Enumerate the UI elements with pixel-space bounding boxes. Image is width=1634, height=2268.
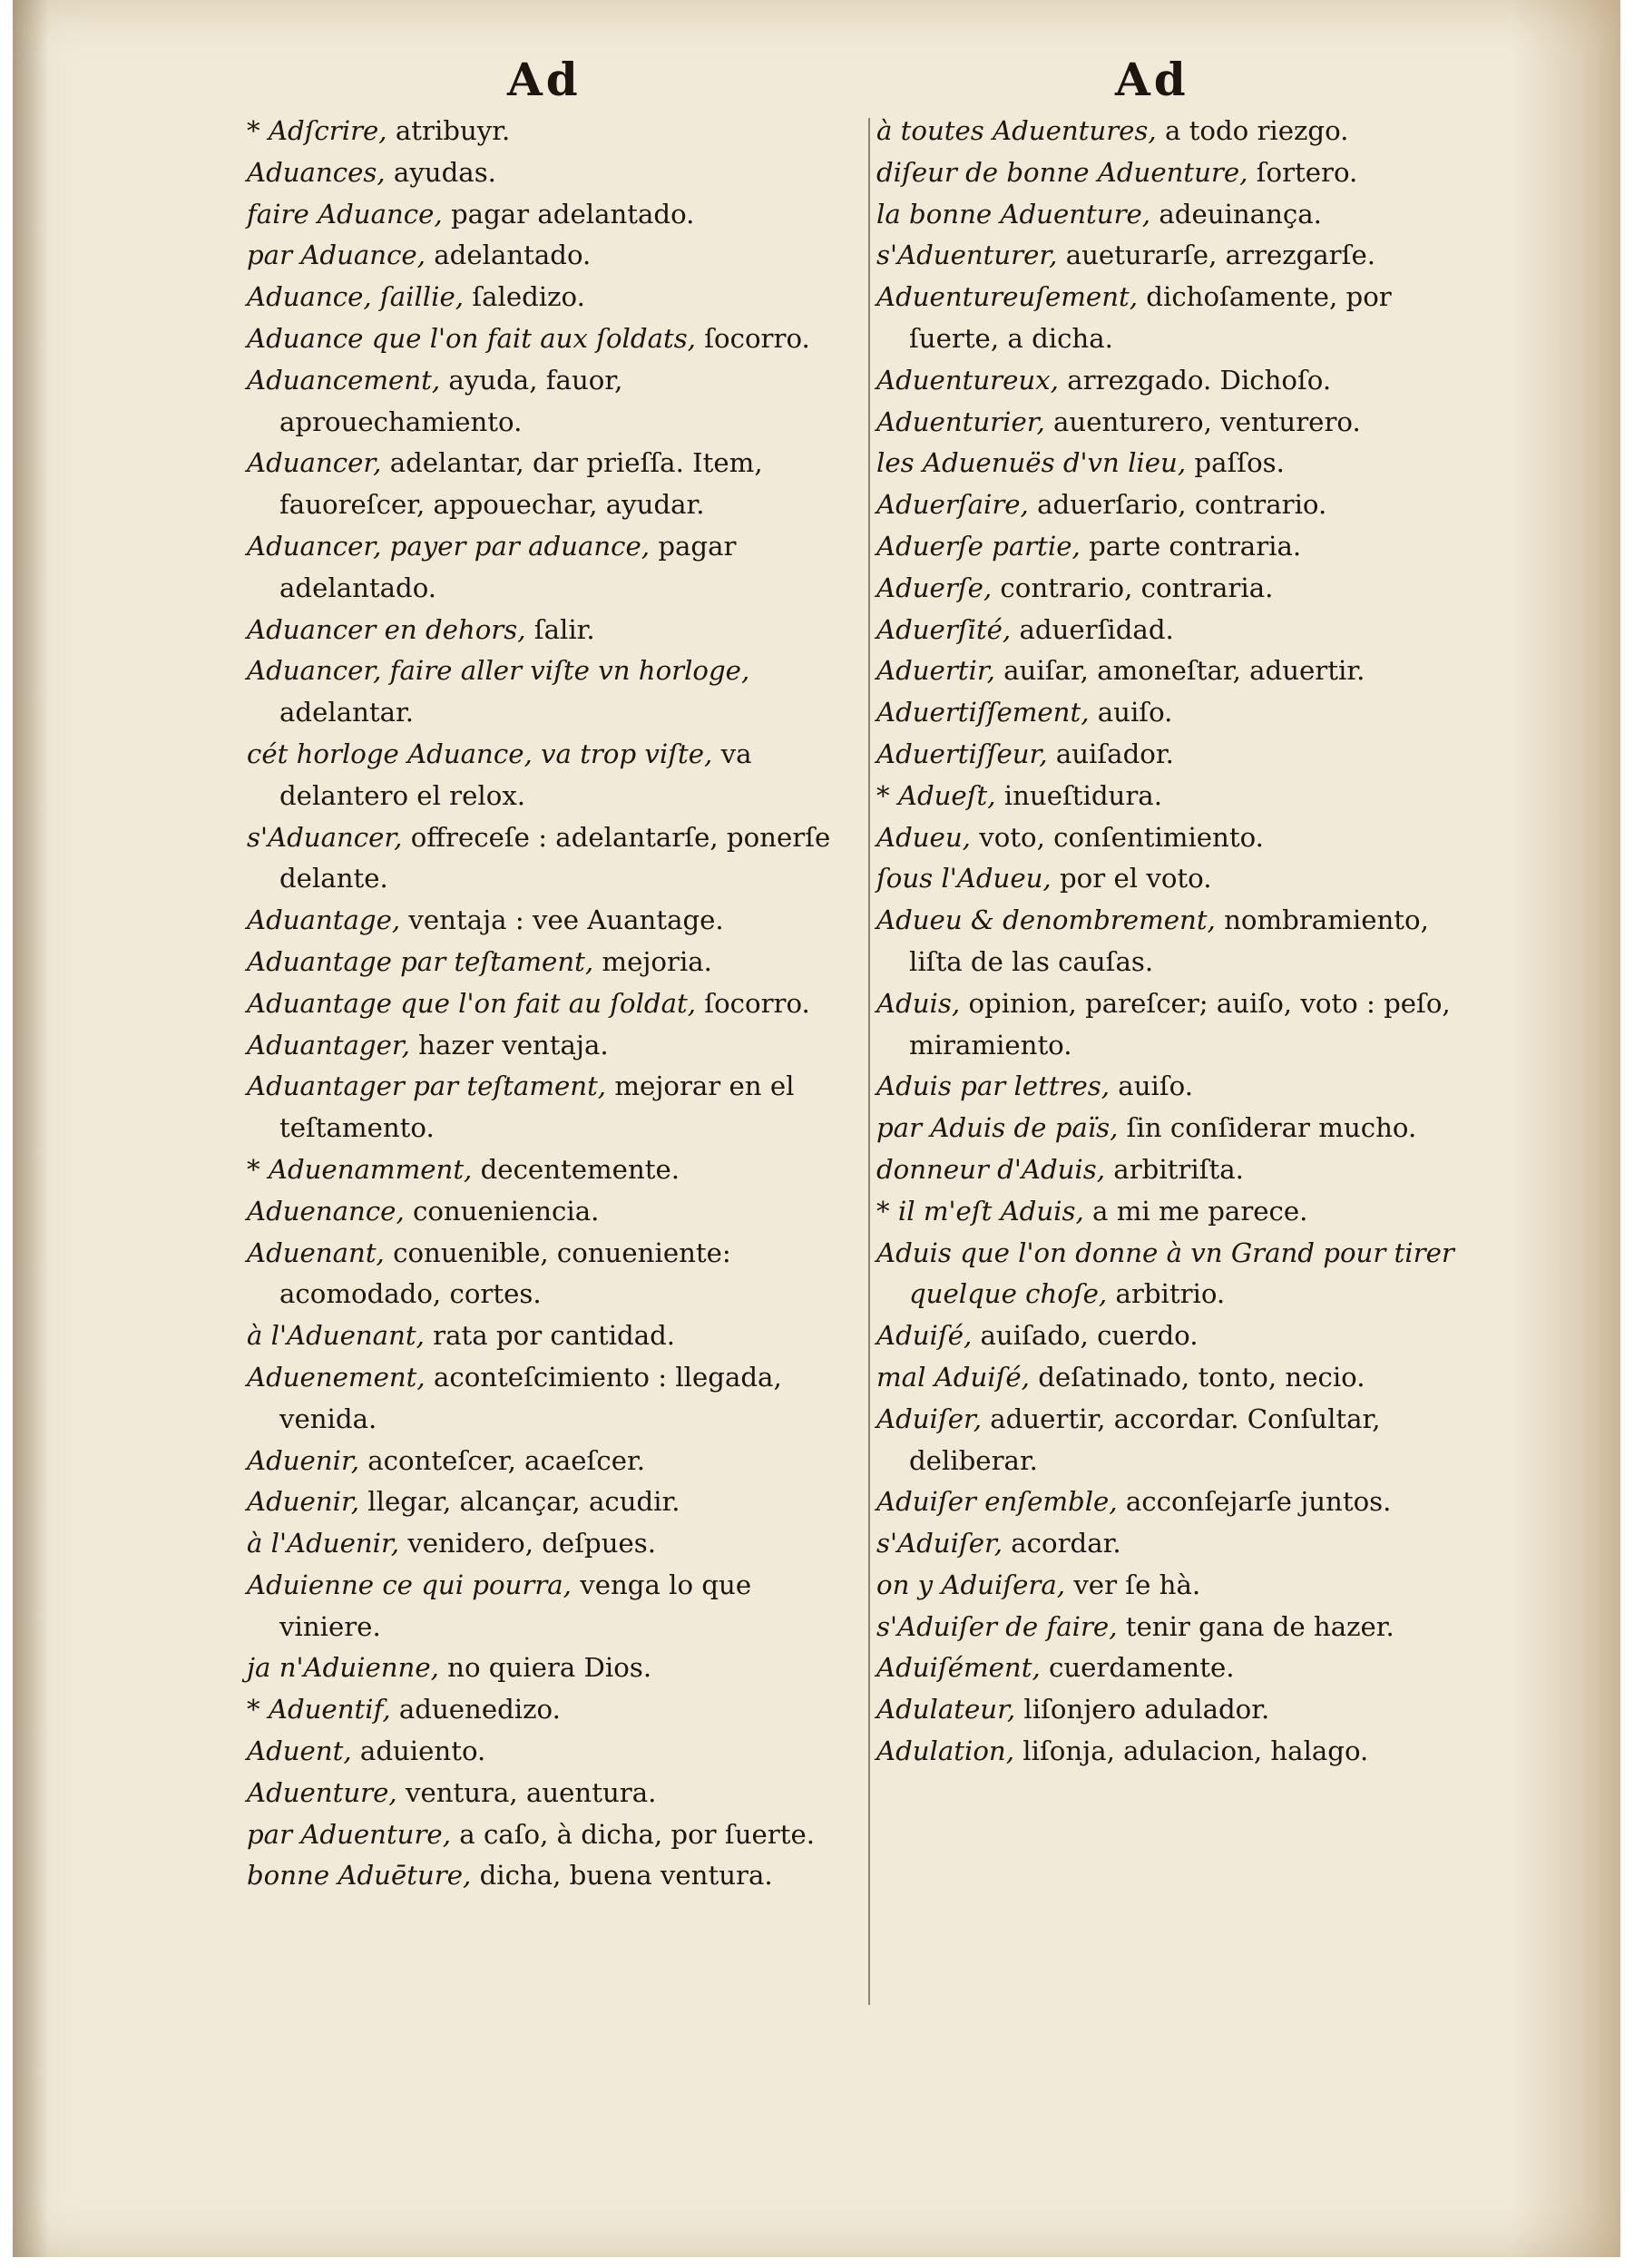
entry-headword: donneur d'Aduis, xyxy=(876,1153,1106,1185)
dictionary-entry xyxy=(876,983,1484,1067)
entry-translation: opinion, pareſcer; auiſo, voto : peſo, miramiento. xyxy=(909,987,1451,1061)
entry-headword: Aduancer, xyxy=(247,447,382,479)
entry-headword: Adulation, xyxy=(876,1735,1015,1767)
entry-translation: atribuyr. xyxy=(395,115,511,146)
right-column xyxy=(876,111,1484,1773)
entry-translation: inueſtidura. xyxy=(1003,779,1162,811)
dictionary-entry xyxy=(876,277,1484,360)
entry-translation: adelantar, dar prieſſa. Item, fauoreſcer, appouechar, ayudar. xyxy=(279,447,763,521)
dictionary-entry xyxy=(247,1523,837,1565)
entry-translation: aconteſcimiento : llegada, venida. xyxy=(279,1361,782,1434)
dictionary-entry xyxy=(247,1565,837,1648)
entry-translation: por el voto. xyxy=(1059,863,1212,894)
entry-translation: acconſejarſe juntos. xyxy=(1125,1486,1392,1518)
entry-headword: s'Aduenturer, xyxy=(876,240,1058,271)
entry-translation: arbitrio. xyxy=(1115,1278,1226,1310)
dictionary-entry xyxy=(876,650,1484,692)
entry-headword: Aduertiſſeur, xyxy=(876,738,1048,769)
entry-translation: hazer ventaja. xyxy=(418,1029,609,1061)
entry-headword: * il m'eſt Aduis, xyxy=(876,1195,1084,1227)
entry-headword: ja n'Aduienne, xyxy=(247,1652,439,1684)
entry-translation: acordar. xyxy=(1011,1528,1121,1559)
entry-headword: mal Aduiſé, xyxy=(876,1361,1030,1393)
entry-translation: a todo riezgo. xyxy=(1164,115,1349,146)
entry-translation: venga lo que viniere. xyxy=(279,1569,752,1642)
entry-headword: ſous l'Adueu, xyxy=(876,863,1052,894)
entry-translation: aduiento. xyxy=(359,1735,486,1767)
dictionary-entry xyxy=(876,111,1484,152)
dictionary-entry xyxy=(876,1565,1484,1607)
entry-headword: Aduerſité, xyxy=(876,613,1012,645)
entry-translation: auiſar, amoneſtar, aduertir. xyxy=(1003,655,1365,687)
entry-headword: Aduiſé, xyxy=(876,1320,973,1352)
entry-translation: deſatinado, tonto, necio. xyxy=(1038,1361,1365,1393)
dictionary-entry xyxy=(876,610,1484,651)
entry-translation: a caſo, à dicha, por ſuerte. xyxy=(459,1818,816,1850)
entry-translation: liſonja, adulacion, halago. xyxy=(1022,1735,1369,1767)
entry-translation: adelantar. xyxy=(279,697,415,728)
entry-translation: nombramiento, liſta de las cauſas. xyxy=(909,904,1429,977)
running-header-left: Ad xyxy=(507,53,582,106)
dictionary-entry xyxy=(876,692,1484,734)
entry-headword: Aduiſer enſemble, xyxy=(876,1486,1118,1518)
entry-translation: arrezgado. Dichoſo. xyxy=(1067,364,1332,396)
entry-translation: auiſo. xyxy=(1118,1070,1193,1102)
dictionary-entry xyxy=(876,1191,1484,1233)
entry-translation: ſortero. xyxy=(1256,156,1358,188)
entry-translation: ver ſe hà. xyxy=(1073,1569,1201,1600)
entry-headword: * Adſcrire, xyxy=(247,115,387,146)
entry-translation: ayuda, fauor, aprouechamiento. xyxy=(279,364,623,437)
entry-translation: voto, conſentimiento. xyxy=(979,821,1264,853)
dictionary-entry xyxy=(876,1481,1484,1523)
dictionary-entry xyxy=(247,1025,837,1067)
dictionary-entry xyxy=(247,1233,837,1316)
entry-translation: ayudas. xyxy=(393,156,496,188)
entry-headword: Aduerſaire, xyxy=(876,489,1029,521)
entry-headword: Aduenturier, xyxy=(876,406,1045,437)
entry-headword: par Aduance, xyxy=(247,240,426,271)
entry-translation: aconteſcer, acaeſcer. xyxy=(367,1444,645,1476)
entry-translation: ventaja : vee Auantage. xyxy=(408,904,724,936)
entry-translation: pagar adelantado. xyxy=(279,530,737,603)
dictionary-page xyxy=(13,0,1620,2257)
dictionary-entry xyxy=(876,194,1484,236)
dictionary-entry xyxy=(247,235,837,277)
dictionary-entry xyxy=(247,318,837,360)
entry-translation: venidero, deſpues. xyxy=(407,1528,657,1559)
dictionary-entry xyxy=(876,1607,1484,1648)
entry-translation: contrario, contraria. xyxy=(1000,572,1274,603)
entry-translation: arbitriſta. xyxy=(1113,1153,1244,1185)
dictionary-entry xyxy=(876,235,1484,277)
dictionary-entry xyxy=(876,1108,1484,1149)
dictionary-entry xyxy=(247,1647,837,1689)
entry-translation: ſocorro. xyxy=(704,322,810,354)
entry-headword: faire Aduance, xyxy=(247,198,443,230)
dictionary-entry xyxy=(876,1315,1484,1357)
dictionary-entry xyxy=(876,1149,1484,1191)
dictionary-entry xyxy=(247,111,837,152)
entry-translation: mejoria. xyxy=(602,945,712,977)
entry-translation: conuenible, conueniente: acomodado, cortes. xyxy=(279,1237,731,1310)
dictionary-entry xyxy=(876,1357,1484,1399)
entry-headword: à l'Aduenir, xyxy=(247,1528,400,1559)
dictionary-entry xyxy=(876,900,1484,983)
entry-translation: adelantado. xyxy=(434,240,592,271)
dictionary-entry xyxy=(247,360,837,444)
dictionary-entry xyxy=(876,1233,1484,1316)
entry-headword: Aduienne ce qui pourra, xyxy=(247,1569,572,1600)
entry-headword: bonne Aduēture, xyxy=(247,1860,472,1892)
dictionary-entry xyxy=(247,900,837,942)
entry-translation: a mi me parece. xyxy=(1092,1195,1308,1227)
dictionary-entry xyxy=(876,1399,1484,1482)
entry-translation: aduerſidad. xyxy=(1019,613,1174,645)
dictionary-entry xyxy=(247,817,837,901)
dictionary-entry xyxy=(247,1441,837,1482)
dictionary-entry xyxy=(247,1149,837,1191)
entry-headword: Aduerſe partie, xyxy=(876,530,1081,562)
dictionary-entry xyxy=(247,1731,837,1773)
dictionary-entry xyxy=(247,1066,837,1149)
entry-translation: cuerdamente. xyxy=(1049,1652,1235,1684)
dictionary-entry xyxy=(247,1773,837,1814)
entry-headword: Aduenement, xyxy=(247,1361,426,1393)
entry-headword: Aduancer, faire aller viſte vn horloge, xyxy=(247,655,750,687)
dictionary-entry xyxy=(247,1357,837,1441)
entry-headword: Aduiſer, xyxy=(876,1403,982,1434)
entry-headword: Aduance, ſaillie, xyxy=(247,281,465,313)
entry-translation: offreceſe : adelantarſe, ponerſe delante. xyxy=(279,821,831,894)
entry-headword: Adueu, xyxy=(876,821,971,853)
dictionary-entry xyxy=(247,443,837,526)
entry-headword: Aduis, xyxy=(876,987,961,1019)
dictionary-entry xyxy=(876,152,1484,194)
entry-headword: * Aduentif, xyxy=(247,1694,391,1725)
entry-translation: ſalir. xyxy=(533,613,595,645)
entry-headword: Aduentureux, xyxy=(876,364,1059,396)
entry-headword: Aduenir, xyxy=(247,1486,359,1518)
entry-headword: Aduiſément, xyxy=(876,1652,1041,1684)
dictionary-entry xyxy=(247,610,837,651)
entry-translation: auiſo. xyxy=(1097,697,1173,728)
entry-translation: aueturarſe, arrezgarſe. xyxy=(1065,240,1375,271)
entry-translation: no quiera Dios. xyxy=(447,1652,652,1684)
entry-translation: dicha, buena ventura. xyxy=(479,1860,773,1892)
dictionary-entry xyxy=(247,194,837,236)
entry-translation: parte contraria. xyxy=(1089,530,1302,562)
entry-headword: Aduenant, xyxy=(247,1237,385,1268)
dictionary-entry xyxy=(876,1731,1484,1773)
entry-headword: Aduance que l'on fait aux ſoldats, xyxy=(247,322,696,354)
entry-headword: Aduerſe, xyxy=(876,572,993,603)
entry-headword: s'Aduiſer, xyxy=(876,1528,1003,1559)
entry-headword: cét horloge Aduance, va trop viſte, xyxy=(247,738,713,769)
entry-translation: llegar, alcançar, acudir. xyxy=(367,1486,680,1518)
dictionary-entry xyxy=(247,650,837,734)
running-header-right: Ad xyxy=(1115,53,1189,106)
entry-headword: Aduantager, xyxy=(247,1029,410,1061)
entry-headword: à toutes Aduentures, xyxy=(876,115,1157,146)
entry-translation: rata por cantidad. xyxy=(433,1320,676,1352)
entry-headword: Aduantage, xyxy=(247,904,401,936)
dictionary-entry xyxy=(247,942,837,983)
entry-translation: ſocorro. xyxy=(704,987,810,1019)
entry-headword: Aduis que l'on donne à vn Grand pour tirer quelque choſe, xyxy=(876,1237,1454,1310)
dictionary-entry xyxy=(876,568,1484,610)
dictionary-entry xyxy=(247,734,837,817)
entry-translation: auenturero, venturero. xyxy=(1053,406,1361,437)
entry-headword: la bonne Aduenture, xyxy=(876,198,1151,230)
entry-headword: * Adueſt, xyxy=(876,779,996,811)
dictionary-entry xyxy=(247,1315,837,1357)
entry-headword: Aduentureuſement, xyxy=(876,281,1139,313)
entry-headword: Aduenance, xyxy=(247,1195,405,1227)
dictionary-entry xyxy=(876,484,1484,526)
entry-translation: aduertir, accordar. Conſultar, deliberar. xyxy=(909,1403,1381,1476)
entry-headword: Aduertir, xyxy=(876,655,995,687)
dictionary-entry xyxy=(247,526,837,610)
entry-translation: dichoſamente, por ſuerte, a dicha. xyxy=(909,281,1392,354)
entry-headword: Aduancer, payer par aduance, xyxy=(247,530,651,562)
entry-translation: tenir gana de hazer. xyxy=(1125,1610,1394,1642)
dictionary-entry xyxy=(247,1689,837,1731)
column-divider xyxy=(868,118,870,2005)
entry-headword: Aduent, xyxy=(247,1735,352,1767)
dictionary-entry xyxy=(876,526,1484,568)
dictionary-entry xyxy=(876,734,1484,776)
entry-translation: va delantero el relox. xyxy=(279,738,752,811)
dictionary-entry xyxy=(876,817,1484,859)
entry-headword: à l'Aduenant, xyxy=(247,1320,425,1352)
entry-translation: aduenedizo. xyxy=(398,1694,561,1725)
dictionary-entry xyxy=(247,1814,837,1856)
entry-translation: decentemente. xyxy=(480,1153,680,1185)
entry-headword: Aduantager par teſtament, xyxy=(247,1070,607,1102)
entry-headword: Aduantage que l'on fait au ſoldat, xyxy=(247,987,696,1019)
entry-headword: * Aduenamment, xyxy=(247,1153,473,1185)
dictionary-entry xyxy=(247,1481,837,1523)
entry-headword: Aduertiſſement, xyxy=(876,697,1090,728)
entry-headword: Adulateur, xyxy=(876,1694,1016,1725)
dictionary-entry xyxy=(876,443,1484,484)
entry-translation: ſin conſiderar mucho. xyxy=(1126,1112,1417,1144)
dictionary-entry xyxy=(876,1689,1484,1731)
entry-headword: Adueu & denombrement, xyxy=(876,904,1216,936)
entry-translation: mejorar en el teſtamento. xyxy=(279,1070,795,1144)
dictionary-entry xyxy=(247,152,837,194)
entry-headword: Aduancement, xyxy=(247,364,441,396)
entry-headword: Aduantage par teſtament, xyxy=(247,945,594,977)
entry-translation: conueniencia. xyxy=(413,1195,600,1227)
entry-translation: ventura, auentura. xyxy=(405,1776,657,1808)
entry-headword: Aduances, xyxy=(247,156,386,188)
dictionary-entry xyxy=(876,1066,1484,1108)
dictionary-entry xyxy=(876,402,1484,444)
entry-headword: s'Aduiſer de faire, xyxy=(876,1610,1118,1642)
entry-translation: adeuinança. xyxy=(1159,198,1322,230)
entry-translation: liſonjero adulador. xyxy=(1023,1694,1270,1725)
dictionary-entry xyxy=(876,1647,1484,1689)
entry-translation: aduerſario, contrario. xyxy=(1037,489,1327,521)
dictionary-entry xyxy=(876,1523,1484,1565)
dictionary-entry xyxy=(247,1855,837,1897)
entry-headword: Aduenture, xyxy=(247,1776,397,1808)
entry-translation: paſſos. xyxy=(1194,447,1285,479)
dictionary-entry xyxy=(876,776,1484,817)
entry-translation: auiſador. xyxy=(1055,738,1174,769)
entry-headword: Aduancer en dehors, xyxy=(247,613,526,645)
entry-translation: pagar adelantado. xyxy=(450,198,695,230)
dictionary-entry xyxy=(247,983,837,1025)
entry-headword: s'Aduancer, xyxy=(247,821,403,853)
left-column xyxy=(247,111,837,1897)
entry-headword: on y Aduiſera, xyxy=(876,1569,1066,1600)
entry-headword: Aduis par lettres, xyxy=(876,1070,1111,1102)
entry-translation: auiſado, cuerdo. xyxy=(980,1320,1199,1352)
entry-headword: diſeur de bonne Aduenture, xyxy=(876,156,1248,188)
entry-headword: les Aduenuës d'vn lieu, xyxy=(876,447,1187,479)
dictionary-entry xyxy=(247,1191,837,1233)
dictionary-entry xyxy=(876,360,1484,402)
dictionary-entry xyxy=(247,277,837,318)
dictionary-entry xyxy=(876,858,1484,900)
entry-headword: Aduenir, xyxy=(247,1444,359,1476)
entry-headword: par Aduis de païs, xyxy=(876,1112,1119,1144)
entry-translation: ſaledizo. xyxy=(472,281,585,313)
entry-headword: par Aduenture, xyxy=(247,1818,451,1850)
